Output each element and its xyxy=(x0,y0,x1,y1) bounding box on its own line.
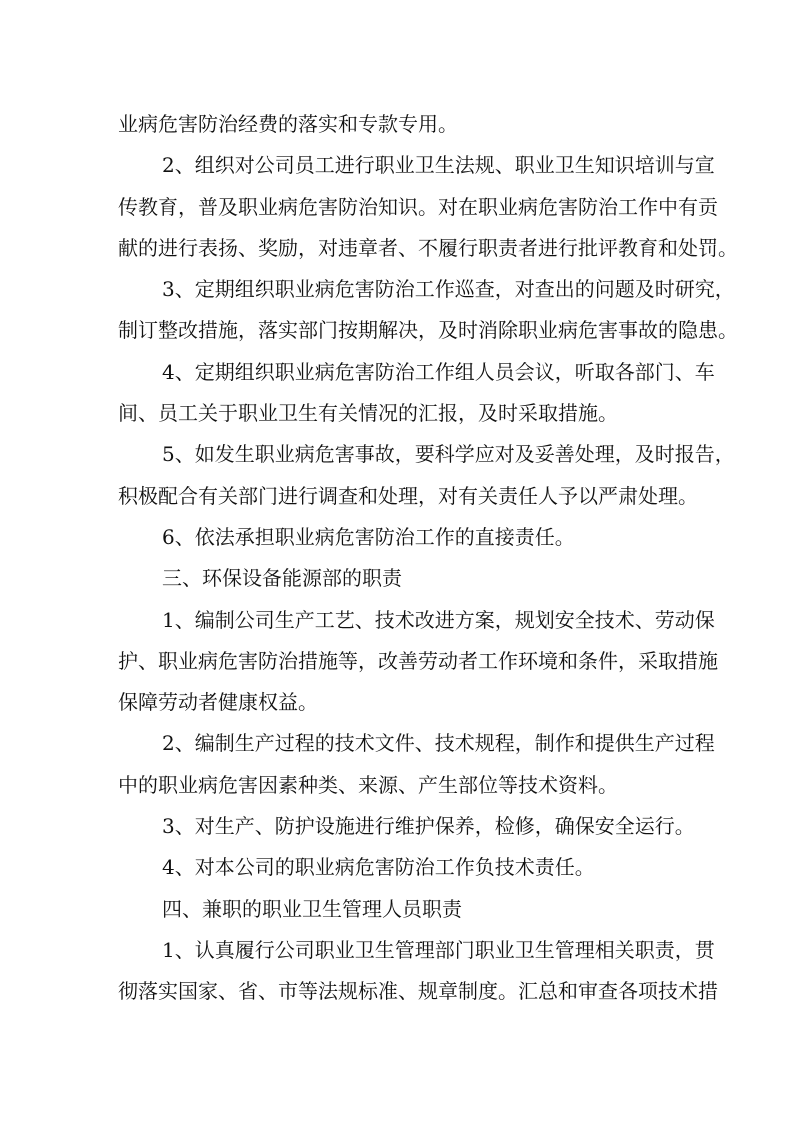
text-line: 2、组织对公司员工进行职业卫生法规、职业卫生知识培训与宣 xyxy=(162,153,715,178)
text-line: 制订整改措施，落实部门按期解决，及时消除职业病危害事故的隐患。 xyxy=(118,318,738,343)
text-line: 2、编制生产过程的技术文件、技术规程，制作和提供生产过程 xyxy=(162,731,715,756)
text-line: 中的职业病危害因素种类、来源、产生部位等技术资料。 xyxy=(118,772,618,797)
text-line: 护、职业病危害防治措施等，改善劳动者工作环境和条件，采取措施 xyxy=(118,648,718,673)
text-line: 传教育，普及职业病危害防治知识。对在职业病危害防治工作中有贡 xyxy=(118,194,718,219)
text-line: 保障劳动者健康权益。 xyxy=(118,690,318,715)
text-line: 三、环保设备能源部的职责 xyxy=(162,566,402,591)
text-line: 彻落实国家、省、市等法规标准、规章制度。汇总和审查各项技术措 xyxy=(118,979,718,1004)
text-line: 6、依法承担职业病危害防治工作的直接责任。 xyxy=(162,524,575,549)
text-line: 1、编制公司生产工艺、技术改进方案，规划安全技术、劳动保 xyxy=(162,607,715,632)
text-line: 间、员工关于职业卫生有关情况的汇报，及时采取措施。 xyxy=(118,401,618,426)
document-page xyxy=(118,104,738,1013)
text-line: 4、对本公司的职业病危害防治工作负技术责任。 xyxy=(162,855,595,880)
text-line: 1、认真履行公司职业卫生管理部门职业卫生管理相关职责，贯 xyxy=(162,937,715,962)
text-line: 3、定期组织职业病危害防治工作巡查，对查出的问题及时研究， xyxy=(162,277,735,302)
text-line: 献的进行表扬、奖励，对违章者、不履行职责者进行批评教育和处罚。 xyxy=(118,235,738,260)
text-line: 5、如发生职业病危害事故，要科学应对及妥善处理，及时报告， xyxy=(162,442,735,467)
text-line: 4、定期组织职业病危害防治工作组人员会议，听取各部门、车 xyxy=(162,359,715,384)
text-line: 业病危害防治经费的落实和专款专用。 xyxy=(118,112,458,136)
text-line: 四、兼职的职业卫生管理人员职责 xyxy=(162,896,462,921)
text-line: 积极配合有关部门进行调查和处理，对有关责任人予以严肃处理。 xyxy=(118,483,698,508)
text-line: 3、对生产、防护设施进行维护保养，检修，确保安全运行。 xyxy=(162,814,695,839)
